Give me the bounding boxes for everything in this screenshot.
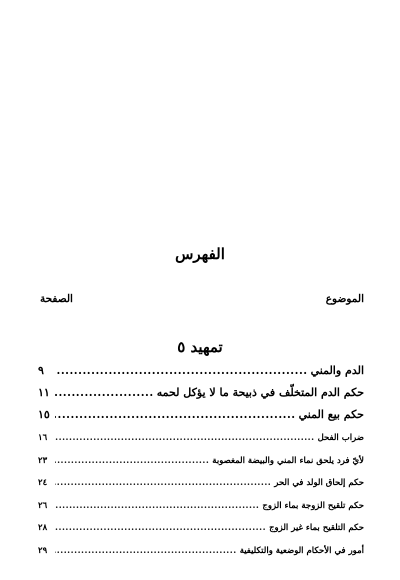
toc-major-list — [38, 364, 364, 430]
toc-entry-page: ١٦ — [38, 433, 48, 443]
toc-entry-page: ٢٩ — [38, 545, 48, 556]
toc-entry — [38, 546, 364, 569]
toc-entry-label: الدم والمني — [310, 364, 364, 377]
dot-leader — [55, 408, 296, 421]
dot-leader — [55, 501, 259, 511]
subject-header: الموضوع — [325, 293, 364, 305]
dot-leader — [55, 364, 308, 377]
toc-entry-page: ٩ — [38, 364, 44, 377]
toc-entry-label: ضراب الفحل — [317, 433, 364, 443]
toc-entry-page: ٢٤ — [38, 478, 48, 489]
toc-entry — [38, 386, 364, 408]
toc-entry — [38, 456, 364, 479]
toc-entry-label: أمور في الأحكام الوضعية والتكليفية — [239, 545, 364, 556]
toc-entry-label: حكم إلحاق الولد في الحر — [274, 478, 364, 489]
column-headers — [40, 293, 364, 305]
toc-entry-page: ٢٣ — [38, 455, 48, 466]
dot-leader — [55, 456, 209, 466]
toc-entry — [38, 408, 364, 430]
toc-entry — [38, 478, 364, 501]
toc-entry — [38, 523, 364, 546]
toc-entry-page: ٢٦ — [38, 500, 48, 511]
toc-entry-page: ١١ — [38, 386, 50, 399]
toc-entry-label: حكم بيع المني — [298, 408, 364, 421]
toc-entry-label: لأيّ فرد يلحق نماء المني والبيضة المغصوبة — [212, 455, 364, 466]
dot-leader — [55, 386, 154, 399]
page-header: الصفحة — [40, 293, 73, 305]
toc-entry — [38, 433, 364, 456]
toc-entry-label: حكم التلقيح بماء غير الزوج — [269, 523, 364, 534]
dot-leader — [55, 546, 237, 556]
dot-leader — [55, 523, 266, 533]
dot-leader — [55, 478, 271, 488]
toc-entry-page: ٢٨ — [38, 523, 48, 534]
dot-leader — [55, 433, 315, 443]
toc-entry-label: حكم الدم المتخلّف في ذبيحة ما لا يؤكل لحمه — [156, 386, 364, 399]
toc-entry-label: حكم تلقيح الزوجة بماء الزوج — [262, 500, 364, 511]
section-heading: تمهيد ٥ — [177, 338, 223, 356]
page-title: الفهرس — [175, 245, 225, 263]
toc-minor-list — [38, 433, 364, 569]
toc-entry-page: ١٥ — [38, 408, 50, 421]
toc-entry — [38, 501, 364, 524]
toc-entry — [38, 364, 364, 386]
